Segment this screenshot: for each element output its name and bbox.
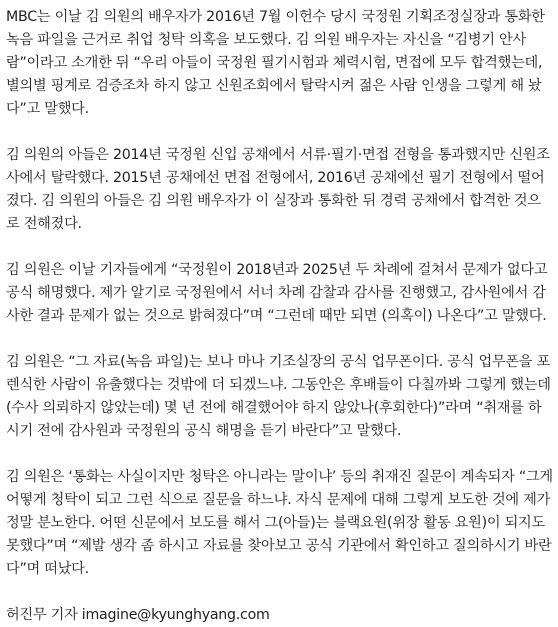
article-paragraph-4: 김 의원은 “그 자료(녹음 파일)는 보나 마나 기조실장의 공식 업무폰이다. 공식 업무폰을 포렌식한 사람이 유출했다는 것밖에 더 되겠느냐. 그동안은 후배들이 다칠까봐 그렇게 했는데 (수사 의뢰하지 않았는데) 몇 년 전에 해결했어야 하지 않았나(후회한다)”라며 “취재를 하시기 전에 감사원과 국정원의 공식 해명을 듣기 바란다”고 말했다.: [6, 354, 551, 439]
article-paragraph-5: 김 의원은 ‘통화는 사실이지만 청탁은 아니라는 말이냐’ 등의 취재진 질문이 계속되자 “그게 어떻게 청탁이 되고 그런 식으로 질문을 하느냐. 자식 문제에 대해 그렇게 보도한 것에 제가 정말 분노한다. 어떤 신문에서 보도를 해서 그(아들)는 블랙요원(위장 활동 요원)이 되지도 못했다”며 “제발 생각 좀 하시고 자료를 찾아보고 공식 기관에서 확인하고 질의하시기 바란다”며 떠났다.: [6, 469, 553, 577]
article-body: [6, 6, 554, 627]
article-byline: 허진무 기자 imagine@kyunghyang.com: [6, 607, 270, 623]
article-paragraph-2: 김 의원의 아들은 2014년 국정원 신입 공채에서 서류·필기·면접 전형을 통과했지만 신원조사에서 탈락했다. 2015년 공채에선 면접 전형에서, 2016년 공채에선 필기 전형에서 떨어졌다. 김 의원의 아들은 김 의원 배우자가 이 실장과 통화한 뒤 경력 공채에서 합격한 것으로 전해졌다.: [6, 147, 550, 232]
article-paragraph-1: MBC는 이날 김 의원의 배우자가 2016년 7월 이헌수 당시 국정원 기획조정실장과 통화한 녹음 파일을 근거로 취업 청탁 의혹을 보도했다. 김 의원 배우자는 자신을 “김병기 안사람”이라고 소개한 뒤 “우리 아들이 국정원 필기시험과 체력시험, 면접에 모두 합격했는데, 별의별 핑계로 검증조차 하지 않고 신원조회에서 탈락시켜 젊은 사람 인생을 그렇게 해 놨다”고 말했다.: [6, 9, 545, 117]
article-paragraph-3: 김 의원은 이날 기자들에게 “국정원이 2018년과 2025년 두 차례에 걸쳐서 문제가 없다고 공식 해명했다. 제가 알기로 국정원에서 서너 차례 감찰과 감사를 진행했고, 감사원에서 감사한 결과 문제가 없는 것으로 밝혀졌다”며 “그런데 때만 되면 (의혹이) 나온다”고 말했다.: [6, 262, 548, 324]
